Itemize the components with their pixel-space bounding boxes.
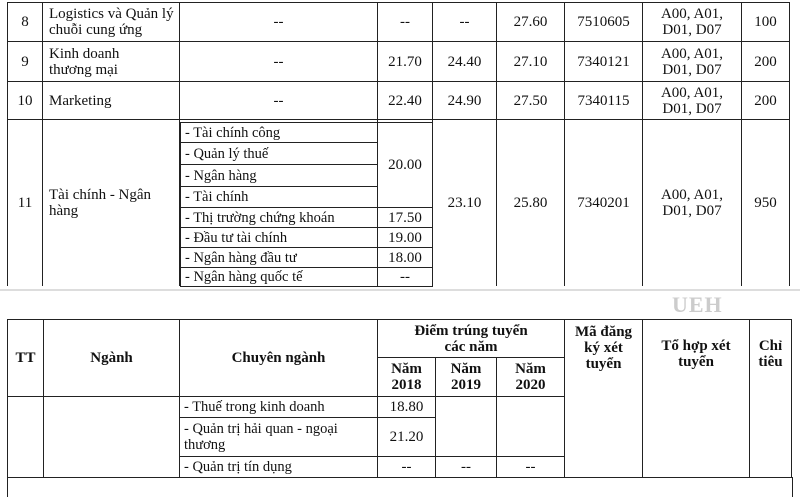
cell-2018: 21.70 (377, 41, 433, 82)
header-2018: Năm 2018 (377, 357, 436, 397)
cell-nganh: Tài chính - Ngân hàng (42, 119, 180, 286)
cell-chuyen-nganh: -- (179, 81, 378, 120)
cell-nganh: Logistics và Quản lý chuỗi cung ứng (42, 2, 180, 42)
cell-tt (7, 396, 44, 478)
cell-2018: -- (377, 456, 436, 478)
header-tt: TT (7, 319, 44, 397)
header-nganh: Ngành (43, 319, 180, 397)
cell-nganh (43, 396, 180, 478)
cell-2020: 27.10 (496, 41, 565, 82)
cell-nganh: Kinh doanh thương mại (42, 41, 180, 82)
cell-chuyen-nganh: -- (179, 2, 378, 42)
sub-specialization: - Tài chính công (180, 122, 378, 143)
cell-2018: -- (377, 267, 433, 287)
cell-chi-tieu: 100 (741, 2, 790, 42)
cell-2020: -- (496, 456, 565, 478)
cell-tt: 11 (7, 119, 43, 286)
cell-chuyen-nganh: -- (179, 41, 378, 82)
cell-2019: 23.10 (432, 119, 497, 286)
header-diem: Điểm trúng tuyển các năm (377, 319, 565, 358)
header-2019: Năm 2019 (435, 357, 497, 397)
cell-ma: 7510605 (564, 2, 643, 42)
sub-specialization: - Tài chính (180, 186, 378, 208)
cell-ma: 7340201 (564, 119, 643, 286)
cell-to-hop: A00, A01, D01, D07 (642, 81, 742, 120)
cell-chi-tieu: 200 (741, 81, 790, 120)
sub-specialization: - Đầu tư tài chính (180, 227, 378, 248)
cell-nganh: Marketing (42, 81, 180, 120)
sub-specialization: - Ngân hàng (180, 164, 378, 187)
cell-2018: 22.40 (377, 81, 433, 120)
cell-chi-tieu: 950 (741, 119, 790, 286)
header-chi-tieu: Chỉ tiêu (749, 319, 792, 478)
sub-specialization: - Quản lý thuế (180, 142, 378, 165)
cell-2018: 18.00 (377, 247, 433, 268)
cell-2018: 19.00 (377, 227, 433, 248)
cell-2019: -- (435, 456, 497, 478)
cell-2018: -- (377, 2, 433, 42)
cell-to-hop: A00, A01, D01, D07 (642, 41, 742, 82)
sub-specialization: - Thị trường chứng khoán (180, 207, 378, 228)
cell-to-hop: A00, A01, D01, D07 (642, 2, 742, 42)
sub-specialization: - Thuế trong kinh doanh (179, 396, 378, 418)
cell-to-hop: A00, A01, D01, D07 (642, 119, 742, 286)
header-2020: Năm 2020 (496, 357, 565, 397)
cell-2018: 20.00 (377, 122, 433, 208)
header-to-hop: Tổ hợp xét tuyển (642, 319, 750, 478)
cell-2018: 21.20 (377, 417, 436, 457)
cell-2019: -- (432, 2, 497, 42)
cell-chi-tieu: 200 (741, 41, 790, 82)
cell-2018: 17.50 (377, 207, 433, 228)
cell-tt: 9 (7, 41, 43, 82)
cell-ma: 7340121 (564, 41, 643, 82)
sub-specialization: - Ngân hàng quốc tế (180, 267, 378, 287)
cell-2020: 25.80 (496, 119, 565, 286)
cell-2019: 24.40 (432, 41, 497, 82)
header-ma: Mã đăng ký xét tuyển (564, 319, 643, 478)
cell-2020: 27.50 (496, 81, 565, 120)
header-chuyen-nganh: Chuyên ngành (179, 319, 378, 397)
cell-tt: 8 (7, 2, 43, 42)
cell-ma: 7340115 (564, 81, 643, 120)
cell-2019 (435, 396, 497, 457)
cell-2019: 24.90 (432, 81, 497, 120)
page-separator (0, 289, 800, 291)
ueh-logo: UEH (672, 292, 723, 317)
sub-specialization: - Quản trị tín dụng (179, 456, 378, 478)
cell-2018: 18.80 (377, 396, 436, 418)
sub-specialization: - Ngân hàng đầu tư (180, 247, 378, 268)
cell-2020: 27.60 (496, 2, 565, 42)
sub-specialization: - Quản trị hải quan - ngoại thương (179, 417, 378, 457)
cell-2020 (496, 396, 565, 457)
next-row (7, 477, 793, 497)
cell-tt: 10 (7, 81, 43, 120)
